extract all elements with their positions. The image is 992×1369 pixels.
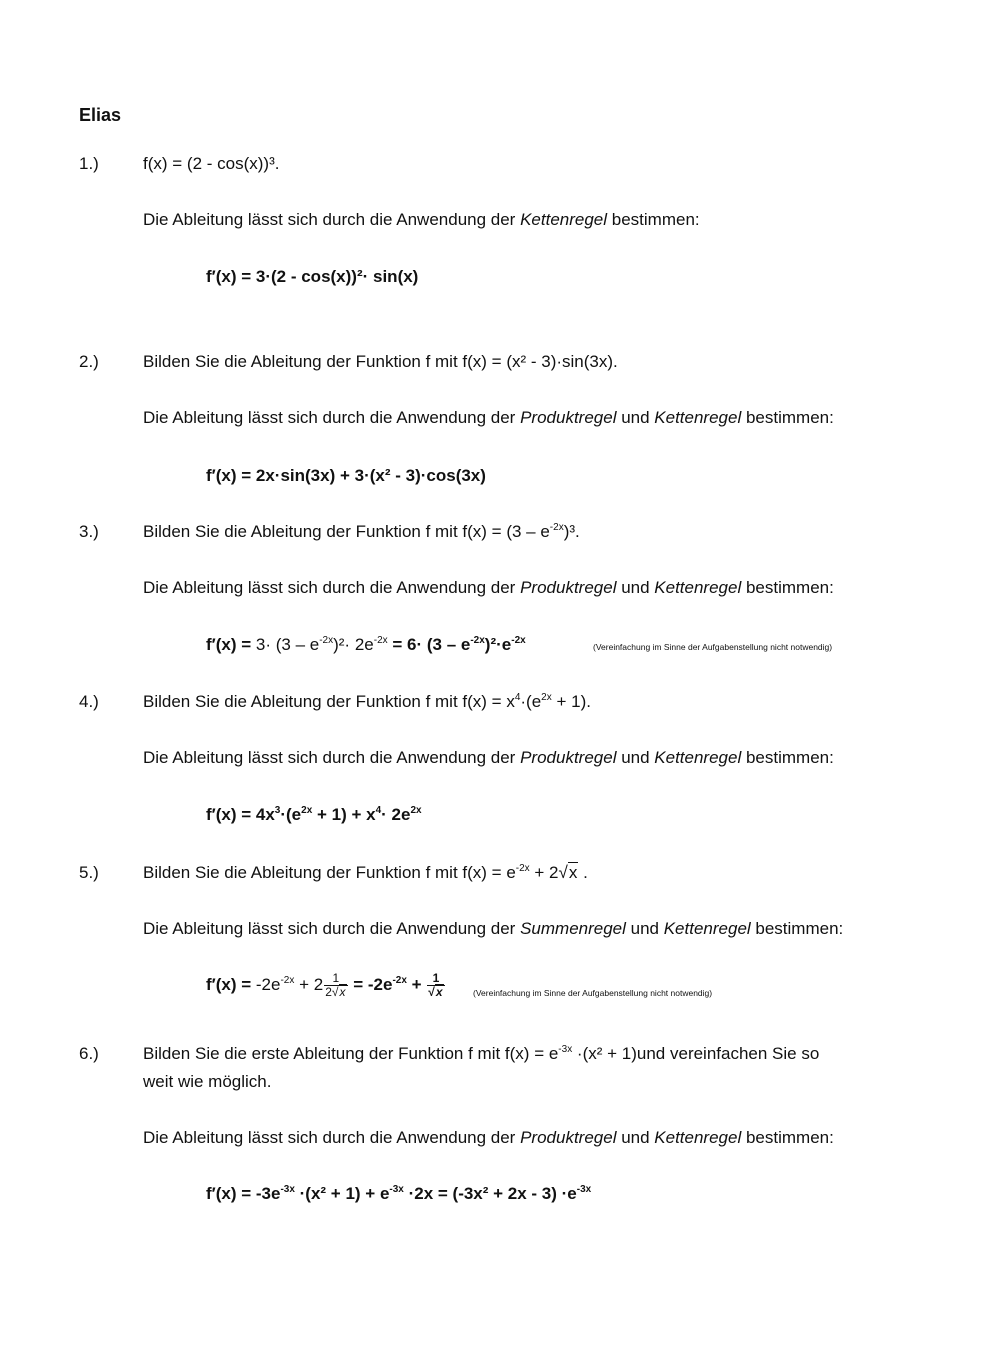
text: = 6· (3 – e [387,635,471,654]
task-3-note: (Vereinfachung im Sinne der Aufgabenstellung nicht notwendig) [593,642,833,652]
expl-text: Die Ableitung lässt sich durch die Anwendung der [143,919,521,938]
sqrt [428,986,443,999]
task-1-derivative: f′(x) = 3·(2 - cos(x))²· sin(x) [206,267,419,286]
rule-name: Produktregel [520,408,617,427]
task-1-number: 1.) [79,154,99,173]
text: + 1). [551,692,591,711]
text: f′(x) = [206,635,256,654]
task-3-statement [143,522,580,542]
sqrt-sign: √ [331,985,339,999]
task-6-statement [143,1044,819,1064]
exponent: -2x [515,863,530,874]
expl-text: und [616,748,655,767]
exponent: -2x [280,974,295,986]
text: · 2e [381,805,411,824]
exponent: -3x [389,1184,404,1195]
rule-name: Kettenregel [654,1128,742,1147]
expl-text: und [616,408,655,427]
task-1-statement: f(x) = (2 - cos(x))³. [143,154,280,173]
text: + [406,974,427,994]
text: + 1) + x [312,805,376,824]
task-5-statement [143,863,588,883]
text: Bilden Sie die erste Ableitung der Funktion f mit f(x) = e [143,1044,559,1063]
exponent: 4 [375,805,382,816]
sqrt-sign: √ [428,985,435,999]
expl-text: und [625,919,664,938]
exponent: 3 [274,805,281,816]
task-5-explanation [143,919,843,939]
expl-text: und [616,1128,655,1147]
sqrt-sign: √ [558,863,568,882]
exponent: -3x [280,1184,295,1195]
task-6-number: 6.) [79,1044,99,1063]
exponent: -3x [576,1184,592,1195]
task-1-explanation [143,210,700,230]
text: ·(x² + 1)und vereinfachen Sie so [572,1044,820,1063]
expl-text: Die Ableitung lässt sich durch die Anwendung der [143,578,521,597]
rule-name: Summenregel [520,919,626,938]
text: -2e [255,974,281,994]
rule-name: Kettenregel [654,748,742,767]
expl-text: Die Ableitung lässt sich durch die Anwendung der [143,748,521,767]
exponent: 2x [410,805,422,816]
expl-text: bestimmen: [741,408,834,427]
text: Bilden Sie die Ableitung der Funktion f mit f(x) = x [143,692,515,711]
exponent: 2x [301,805,313,816]
task-4-statement [143,692,591,712]
task-6-derivative [206,1184,591,1204]
exponent: -2x [319,635,334,646]
text: Bilden Sie die Ableitung der Funktion f mit f(x) = (3 – e [143,522,550,541]
text: 3· (3 – e [255,635,320,654]
text: f′(x) = 4x [206,805,275,824]
sqrt [332,986,347,999]
task-2-explanation [143,408,834,428]
radicand: x [435,985,443,999]
rule-name: Kettenregel [654,578,742,597]
text: 2 [325,985,332,999]
expl-text: bestimmen: [741,748,834,767]
text: Bilden Sie die Ableitung der Funktion f mit f(x) = e [143,863,516,882]
exponent: 2x [541,692,552,703]
exponent: 4 [514,692,521,703]
text: . [578,863,588,882]
numerator: 1 [427,972,444,986]
rule-name: Produktregel [520,578,617,597]
exponent: -2x [549,522,564,533]
task-5-note: (Vereinfachung im Sinne der Aufgabenstellung nicht notwendig) [473,988,713,998]
task-4-explanation [143,748,834,768]
sqrt [559,863,579,883]
denominator [427,986,444,999]
text: ·(e [280,805,302,824]
text: + 2 [529,863,559,882]
task-4-number: 4.) [79,692,99,711]
task-6-statement-line2: weit wie möglich. [143,1072,272,1091]
text: )²· 2e [333,635,374,654]
expl-text: bestimmen: [741,578,834,597]
fraction [427,972,444,999]
expl-text: Die Ableitung lässt sich durch die Anwendung der [143,408,521,427]
text: ·(e [520,692,542,711]
radicand: x [568,863,578,882]
rule-name: Kettenregel [654,408,742,427]
task-2-derivative: f′(x) = 2x·sin(3x) + 3·(x² - 3)·cos(3x) [206,466,486,485]
exponent: -2x [373,635,388,646]
task-2-statement: Bilden Sie die Ableitung der Funktion f mit f(x) = (x² - 3)·sin(3x). [143,352,618,371]
task-4-derivative [206,805,422,825]
exponent: -2x [470,635,485,646]
expl-text: Die Ableitung lässt sich durch die Anwendung der [143,210,521,229]
text: )³. [563,522,580,541]
task-2-number: 2.) [79,352,99,371]
expl-text: bestimmen: [741,1128,834,1147]
task-3-explanation [143,578,834,598]
task-3-derivative [206,635,526,655]
text: )²·e [484,635,512,654]
radicand: x [339,985,346,999]
task-5-derivative [206,972,446,999]
text: f′(x) = [206,974,256,994]
text: ·2x = (-3x² + 2x - 3) ·e [403,1184,577,1203]
denominator [324,986,347,999]
rule-name: Produktregel [520,748,617,767]
text: = -2e [348,974,393,994]
exponent: -3x [558,1044,573,1055]
rule-name: Produktregel [520,1128,617,1147]
numerator: 1 [324,972,347,986]
task-3-number: 3.) [79,522,99,541]
exponent: -2x [392,974,407,986]
text: + 2 [294,974,324,994]
rule-name: Kettenregel [663,919,751,938]
expl-text: bestimmen: [750,919,844,938]
rule-name: Kettenregel [520,210,608,229]
task-5-number: 5.) [79,863,99,882]
exponent: -2x [511,635,526,646]
text: ·(x² + 1) + e [294,1184,390,1203]
expl-text: und [616,578,655,597]
expl-text: Die Ableitung lässt sich durch die Anwendung der [143,1128,521,1147]
text: f′(x) = -3e [206,1184,281,1203]
page-title: Elias [79,105,122,125]
task-6-explanation [143,1128,834,1148]
fraction [324,972,347,999]
expl-text: bestimmen: [607,210,700,229]
